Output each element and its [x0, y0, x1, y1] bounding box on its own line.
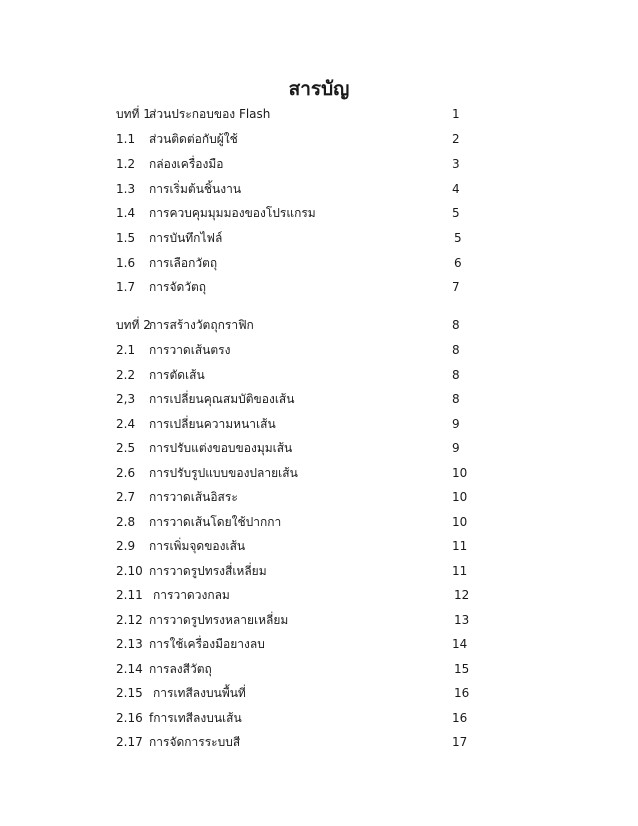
toc-item	[116, 414, 476, 434]
page-number: 5	[454, 231, 462, 245]
page-number: 4	[452, 182, 460, 196]
item-title: การเปลี่ยนคุณสมบัติของเส้น	[149, 392, 295, 406]
page-number: 8	[452, 343, 460, 357]
item-title: การลงสีวัตถุ	[149, 662, 212, 676]
toc-item	[116, 610, 476, 630]
item-number: 2.9	[116, 539, 136, 553]
item-title: กล่องเครื่องมือ	[149, 157, 224, 171]
toc-item	[116, 512, 476, 532]
toc-item	[116, 732, 476, 752]
chapter-title: การสร้างวัตถุกราฟิก	[149, 318, 254, 332]
item-number: 2.14	[116, 662, 143, 676]
toc-item	[116, 438, 476, 458]
chapter-number: บทที่ 1	[116, 107, 151, 121]
item-number: 1.5	[116, 231, 136, 245]
toc-item	[116, 463, 476, 483]
page-number: 15	[454, 662, 470, 676]
page-number: 5	[452, 206, 460, 220]
item-number: 2.1	[116, 343, 136, 357]
item-number: 2.16	[116, 711, 143, 725]
page-number: 17	[452, 735, 468, 749]
page-number: 11	[452, 539, 468, 553]
page-number: 6	[454, 256, 462, 270]
page-number: 14	[452, 637, 468, 651]
page-number: 10	[452, 515, 468, 529]
item-number: 2,3	[116, 392, 136, 406]
item-number: 2.2	[116, 368, 136, 382]
item-number: 2.6	[116, 466, 136, 480]
toc-item	[116, 683, 476, 703]
toc-item	[116, 659, 476, 679]
page-number: 3	[452, 157, 460, 171]
item-title: การควบคุมมุมมองของโปรแกรม	[149, 206, 316, 220]
page-number: 2	[452, 132, 460, 146]
toc-item	[116, 561, 476, 581]
page-title: สารบัญ	[288, 78, 350, 100]
toc-item	[116, 708, 476, 728]
page-number: 9	[452, 441, 460, 455]
toc-item	[116, 179, 476, 199]
page-number: 8	[452, 392, 460, 406]
item-number: 1.6	[116, 256, 136, 270]
toc-item	[116, 154, 476, 174]
item-title: การเริ่มต้นชิ้นงาน	[149, 182, 242, 196]
item-number: 2.8	[116, 515, 136, 529]
item-number: 2.17	[116, 735, 143, 749]
toc-item	[116, 487, 476, 507]
item-title: การปรับรูปแบบของปลายเส้น	[149, 466, 298, 480]
page-number: 8	[452, 368, 460, 382]
page-number: 12	[454, 588, 470, 602]
toc-chapter-1	[116, 104, 476, 124]
page-number: 10	[452, 466, 468, 480]
toc-item	[116, 203, 476, 223]
page-number: 11	[452, 564, 468, 578]
item-title: การเทสีลงบนพื้นที่	[153, 686, 246, 700]
item-title: การวาดรูปทรงสี่เหลี่ยม	[149, 564, 267, 578]
item-title: การวาดรูปทรงหลายเหลี่ยม	[149, 613, 289, 627]
item-number: 1.7	[116, 280, 136, 294]
toc-item	[116, 536, 476, 556]
item-number: 2.10	[116, 564, 143, 578]
item-title: การตัดเส้น	[149, 368, 205, 382]
item-number: 2.15	[116, 686, 143, 700]
chapter-title: ส่วนประกอบของ Flash	[149, 107, 271, 121]
page-number: 7	[452, 280, 460, 294]
page-number: 13	[454, 613, 470, 627]
item-title: การใช้เครื่องมือยางลบ	[149, 637, 265, 651]
toc-item	[116, 365, 476, 385]
toc-item	[116, 634, 476, 654]
item-title: การวาดเส้นอิสระ	[149, 490, 238, 504]
item-title: การวาดเส้นโดยใช้ปากกา	[149, 515, 282, 529]
page-number: 10	[452, 490, 468, 504]
item-title: fการเทสีลงบนเส้น	[149, 711, 242, 725]
toc-item	[116, 340, 476, 360]
item-number: 2.13	[116, 637, 143, 651]
toc-item	[116, 253, 476, 273]
page-number: 9	[452, 417, 460, 431]
item-number: 1.2	[116, 157, 136, 171]
toc-chapter-2	[116, 315, 476, 335]
chapter-number: บทที่ 2	[116, 318, 151, 332]
item-number: 2.4	[116, 417, 136, 431]
page-number: 8	[452, 318, 460, 332]
item-number: 2.5	[116, 441, 136, 455]
item-title: ส่วนติดต่อกับผู้ใช้	[149, 132, 238, 146]
item-number: 1.1	[116, 132, 136, 146]
item-title: การวาดเส้นตรง	[149, 343, 231, 357]
page-number: 16	[454, 686, 470, 700]
item-title: การเลือกวัตถุ	[149, 256, 218, 270]
toc-item	[116, 129, 476, 149]
item-number: 1.4	[116, 206, 136, 220]
item-title: การบันทึกไฟล์	[149, 231, 223, 245]
item-title: การปรับแต่งขอบของมุมเส้น	[149, 441, 293, 455]
item-number: 2.11	[116, 588, 143, 602]
item-title: การจัดวัตถุ	[149, 280, 207, 294]
toc-item	[116, 277, 476, 297]
page-number: 16	[452, 711, 468, 725]
toc-item	[116, 389, 476, 409]
page-number: 1	[452, 107, 460, 121]
item-number: 1.3	[116, 182, 136, 196]
item-number: 2.12	[116, 613, 143, 627]
item-title: การเพิ่มจุดของเส้น	[149, 539, 246, 553]
item-title: การเปลี่ยนความหนาเส้น	[149, 417, 276, 431]
toc-item	[116, 585, 476, 605]
item-number: 2.7	[116, 490, 136, 504]
item-title: การจัดการระบบสี	[149, 735, 241, 749]
toc-item	[116, 228, 476, 248]
item-title: การวาดวงกลม	[153, 588, 230, 602]
